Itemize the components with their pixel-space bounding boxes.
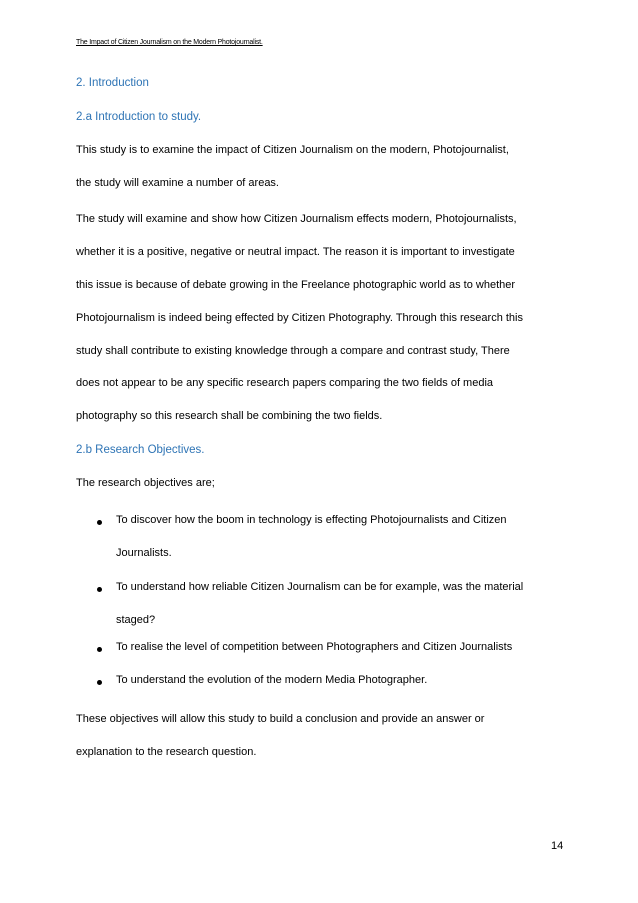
bullet-item-line: To realise the level of competition between Photographers and Citizen Journalists bbox=[116, 641, 513, 653]
subheading-introduction-to-study: 2.a Introduction to study. bbox=[76, 111, 202, 123]
bullet-icon bbox=[97, 647, 102, 652]
page-number: 14 bbox=[551, 840, 564, 852]
section-heading-introduction: 2. Introduction bbox=[76, 77, 149, 89]
bullet-icon bbox=[97, 587, 102, 592]
subheading-research-objectives: 2.b Research Objectives. bbox=[76, 444, 205, 456]
paragraph-line: this issue is because of debate growing in the Freelance photographic world as to whether bbox=[76, 279, 516, 291]
paragraph-line: study shall contribute to existing knowledge through a compare and contrast study, There bbox=[76, 345, 510, 357]
closing-line: These objectives will allow this study to build a conclusion and provide an answer or bbox=[76, 713, 485, 725]
running-header: The Impact of Citizen Journalism on the Modern Photojournalist. bbox=[76, 39, 263, 46]
paragraph-line: the study will examine a number of areas. bbox=[76, 177, 279, 189]
bullet-item-line: To understand the evolution of the modern Media Photographer. bbox=[116, 674, 428, 686]
paragraph-line: photography so this research shall be combining the two fields. bbox=[76, 410, 383, 422]
bullet-item-line: To understand how reliable Citizen Journalism can be for example, was the material bbox=[116, 581, 524, 593]
paragraph-line: This study is to examine the impact of Citizen Journalism on the modern, Photojournalist, bbox=[76, 144, 509, 156]
bullet-item-line: Journalists. bbox=[116, 547, 172, 559]
paragraph-line: whether it is a positive, negative or neutral impact. The reason it is important to investigate bbox=[76, 246, 515, 258]
bullet-item-line: staged? bbox=[116, 614, 156, 626]
paragraph-line: does not appear to be any specific research papers comparing the two fields of media bbox=[76, 377, 494, 389]
bullet-icon bbox=[97, 520, 102, 525]
bullet-item-line: To discover how the boom in technology is effecting Photojournalists and Citizen bbox=[116, 514, 507, 526]
bullet-icon bbox=[97, 680, 102, 685]
paragraph-line: The study will examine and show how Citizen Journalism effects modern, Photojournalists, bbox=[76, 213, 517, 225]
paragraph-line: Photojournalism is indeed being effected by Citizen Photography. Through this research this bbox=[76, 312, 523, 324]
closing-line: explanation to the research question. bbox=[76, 746, 257, 758]
objectives-intro: The research objectives are; bbox=[76, 477, 215, 489]
